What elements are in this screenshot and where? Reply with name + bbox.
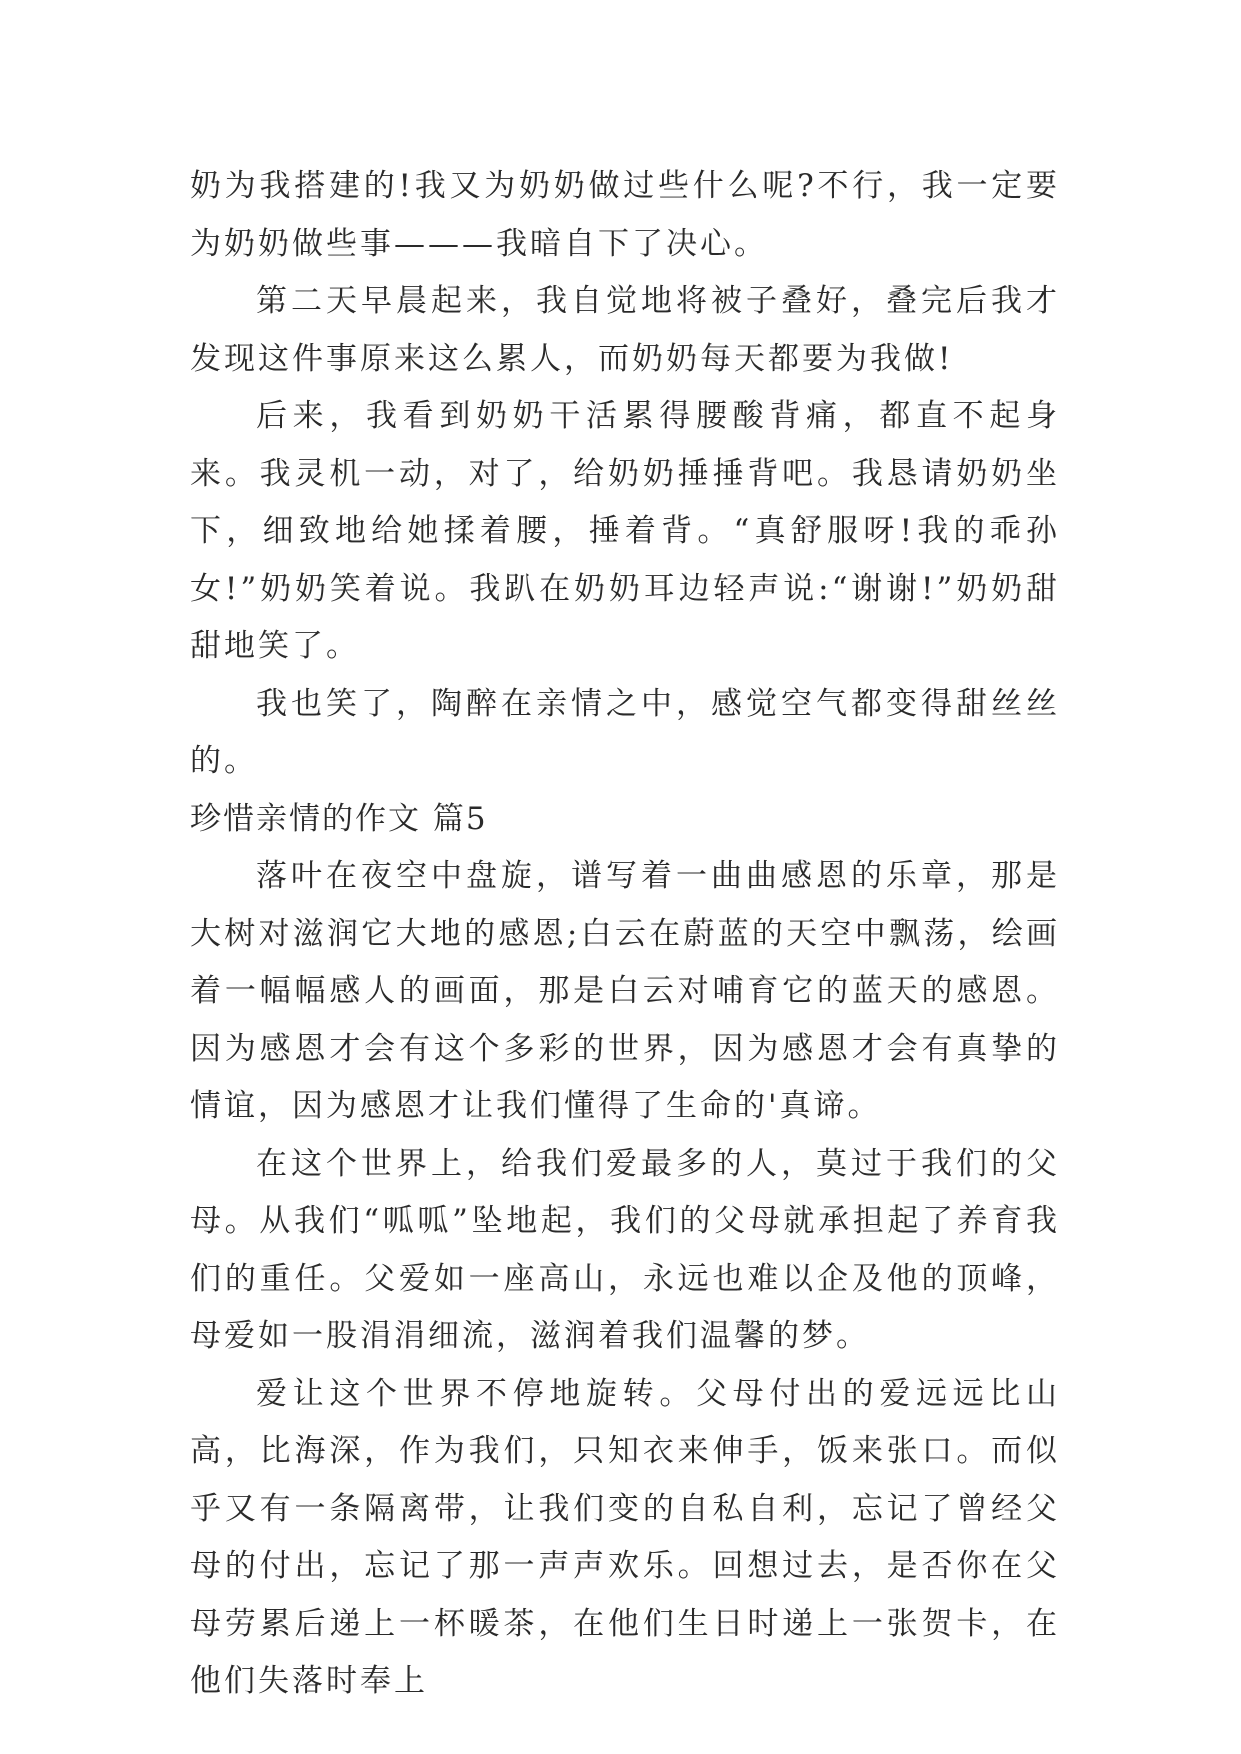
paragraph: 在这个世界上，给我们爱最多的人，莫过于我们的父母。从我们“呱呱”坠地起，我们的父母就承担起了养育我们的重任。父爱如一座高山，永远也难以企及他的顶峰，母爱如一股涓涓细流，滋润着我们温馨的梦。 (190, 1145, 1060, 1354)
paragraph: 第二天早晨起来，我自觉地将被子叠好，叠完后我才发现这件事原来这么累人，而奶奶每天都要为我做! (190, 283, 1060, 377)
section-heading: 珍惜亲情的作文 篇5 (190, 800, 488, 837)
paragraph: 爱让这个世界不停地旋转。父母付出的爱远远比山高，比海深，作为我们，只知衣来伸手，饭来张口。而似乎又有一条隔离带，让我们变的自私自利，忘记了曾经父母的付出，忘记了那一声声欢乐。回想过去，是否你在父母劳累后递上一杯暖茶，在他们生日时递上一张贺卡，在他们失落时奉上 (190, 1375, 1060, 1699)
paragraph: 后来，我看到奶奶干活累得腰酸背痛，都直不起身来。我灵机一动，对了，给奶奶捶捶背吧。我恳请奶奶坐下，细致地给她揉着腰，捶着背。“真舒服呀!我的乖孙女!”奶奶笑着说。我趴在奶奶耳边轻声说:“谢谢!”奶奶甜甜地笑了。 (190, 398, 1060, 664)
document-body (190, 158, 1060, 1711)
paragraph: 我也笑了，陶醉在亲情之中，感觉空气都变得甜丝丝的。 (190, 685, 1060, 779)
paragraph: 落叶在夜空中盘旋，谱写着一曲曲感恩的乐章，那是大树对滋润它大地的感恩;白云在蔚蓝的天空中飘荡，绘画着一幅幅感人的画面，那是白云对哺育它的蓝天的感恩。因为感恩才会有这个多彩的世界，因为感恩才会有真挚的情谊，因为感恩才让我们懂得了生命的'真谛。 (190, 858, 1060, 1124)
paragraph-continued: 奶为我搭建的!我又为奶奶做过些什么呢?不行，我一定要为奶奶做些事———我暗自下了决心。 (190, 168, 1060, 262)
